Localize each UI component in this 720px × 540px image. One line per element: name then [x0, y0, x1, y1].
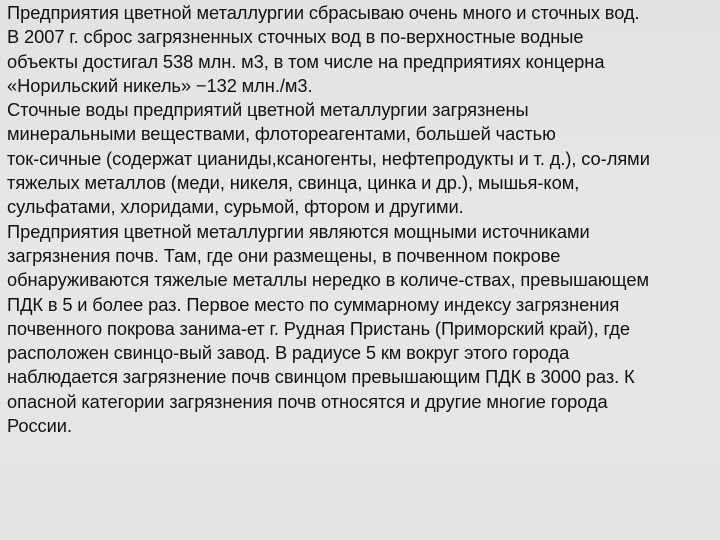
text-line: «Норильский никель» −132 млн./м3.: [7, 74, 313, 96]
text-line: В 2007 г. сброс загрязненных сточных вод в по-верхностные водные: [7, 26, 584, 48]
text-line: Сточные воды предприятий цветной металлургии загрязнены: [7, 99, 529, 121]
text-line: обнаруживаются тяжелые металлы нередко в количе-ствах, превышающем: [7, 269, 649, 291]
text-line: России.: [7, 415, 72, 437]
text-line: минеральными веществами, флотореагентами, большей частью: [7, 123, 556, 145]
text-line: опасной категории загрязнения почв относятся и другие многие города: [7, 390, 608, 412]
text-line: загрязнения почв. Там, где они размещены, в почвенном покрове: [7, 244, 561, 266]
text-line: расположен свинцо-вый завод. В радиусе 5 км вокруг этого города: [7, 342, 570, 364]
text-line: ПДК в 5 и более раз. Первое место по суммарному индексу загрязнения: [7, 293, 620, 315]
body-text: [7, 1, 719, 438]
text-line: сульфатами, хлоридами, сурьмой, фтором и другими.: [7, 196, 464, 218]
text-line: тяжелых металлов (меди, никеля, свинца, цинка и др.), мышья-ком,: [7, 172, 580, 194]
text-line: наблюдается загрязнение почв свинцом превышающим ПДК в 3000 раз. К: [7, 366, 635, 388]
text-line: почвенного покрова занима-ет г. Рудная Пристань (Приморский край), где: [7, 317, 631, 339]
text-line: Предприятия цветной металлургии являются мощными источниками: [7, 220, 590, 242]
text-line: объекты достигал 538 млн. м3, в том числе на предприятиях концерна: [7, 50, 605, 72]
text-line: ток-сичные (содержат цианиды,ксаногенты, нефтепродукты и т. д.), со-лями: [7, 147, 650, 169]
text-line: Предприятия цветной металлургии сбрасываю очень много и сточных вод.: [7, 2, 640, 23]
